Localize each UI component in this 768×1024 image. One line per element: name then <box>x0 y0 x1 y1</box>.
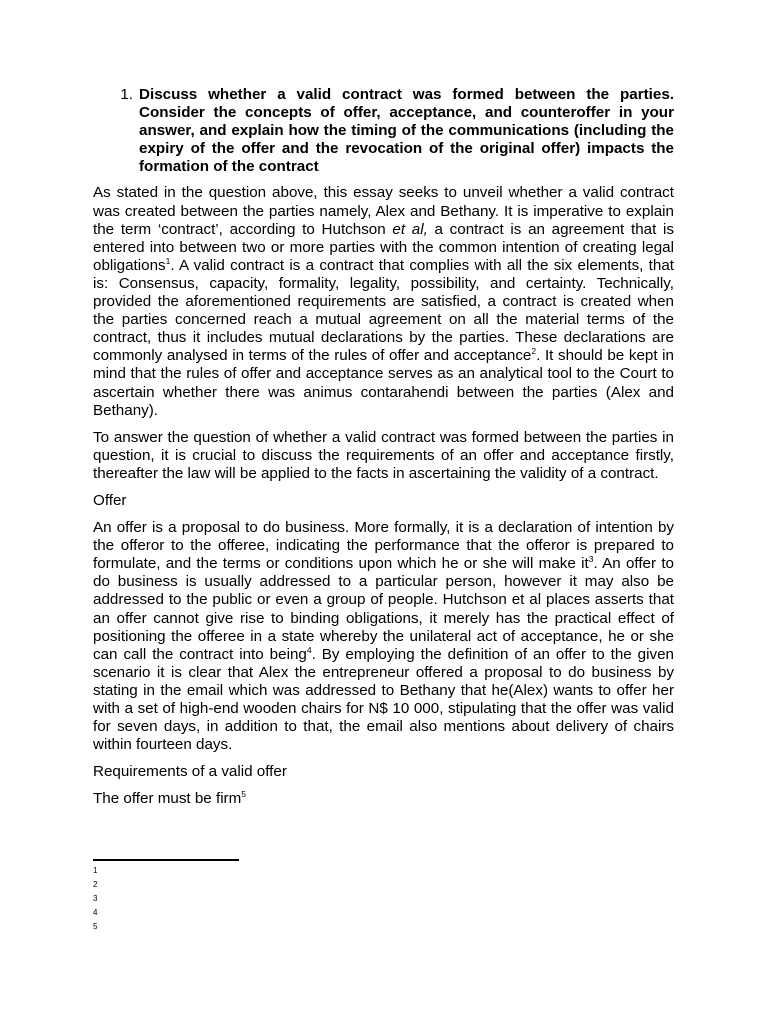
question-text: Discuss whether a valid contract was formed between the parties. Consider the concepts of offer, acceptance, and counteroffer in your answer, and explain how the timing of the communications (including the expiry of the offer and the revocation of the original offer) impacts the formation of the contract <box>139 86 674 176</box>
footnote-3: 3 <box>93 894 98 903</box>
footnote-ref-4: 4 <box>306 644 312 655</box>
question-item <box>93 86 674 176</box>
footnote-1: 1 <box>93 866 98 875</box>
et-al-italic: et al, <box>392 220 428 238</box>
heading-requirements: Requirements of a valid offer <box>93 763 287 781</box>
footnote-ref-5: 5 <box>241 789 247 800</box>
footnote-2: 2 <box>93 880 98 889</box>
document-body <box>93 86 674 817</box>
heading-offer: Offer <box>93 491 127 509</box>
approach-paragraph: To answer the question of whether a valid contract was formed between the parties in question, it is crucial to discuss the requirements of an offer and acceptance firstly, thereafter the law will be applied to the facts in ascertaining the validity of a contract. <box>93 428 674 482</box>
footnote-4: 4 <box>93 908 98 917</box>
question-number: 1. <box>120 86 133 103</box>
intro-paragraph: As stated in the question above, this essay seeks to unveil whether a valid contract was created between the parties namely, Alex and Bethany. It is imperative to explain the term ‘contract’, according to Hutchson et al, a contract is an agreement that is entered into between two or more parties with the common intention of creating legal obligations$^1$. A valid contract is a contract that complies with all the six elements, that is: Consensus, capacity, formality, legality, possibility, and certainty. Technically, provided the aforementioned requirements are satisfied, a contract is created when the parties concerned reach a mutual agreement on all the material terms of the contract, thus it includes mutual declarations by the parties. These declarations are commonly analysed in terms of the rules of offer and acceptance$^2$. It should be kept in mind that the rules of offer and acceptance serves as an analytical tool to the Court to ascertain whether there was animus contarahendi between the parties (Alex and Bethany). <box>93 184 675 419</box>
footnote-separator <box>93 859 239 861</box>
footnote-ref-3: 3 <box>588 554 594 565</box>
offer-paragraph: An offer is a proposal to do business. More formally, it is a declaration of intention by the offeror to the offeree, indicating the performance that the offeror is prepared to formulate, and the terms or conditions upon which he or she will make $it^3$. An offer to do business is usually addressed to a particular person, however it may also be addressed to the public or even a group of people. Hutchson et al places asserts that an offer cannot give rise to binding obligations, it merely has the practical effect of positioning the offeree in a state whereby the unilateral act of acceptance, he or she can call the contract into being$^4$. By employing the definition of an offer to the given scenario it is clear that Alex the entrepreneur offered a proposal to do business by stating in the email which was addressed to Bethany that he(Alex) wants to offer her with a set of high-end wooden chairs for N$ 10 000, stipulating that the offer was valid for seven days, in addition to that, the email also mentions about delivery of chairs within fourteen days. <box>93 519 674 754</box>
heading-firm: The offer must be firm$^5$ <box>93 789 247 808</box>
footnote-ref-2: 2 <box>531 346 537 357</box>
footnotes <box>93 864 97 934</box>
footnote-ref-1: 1 <box>165 255 171 266</box>
footnote-5: 5 <box>93 922 98 931</box>
